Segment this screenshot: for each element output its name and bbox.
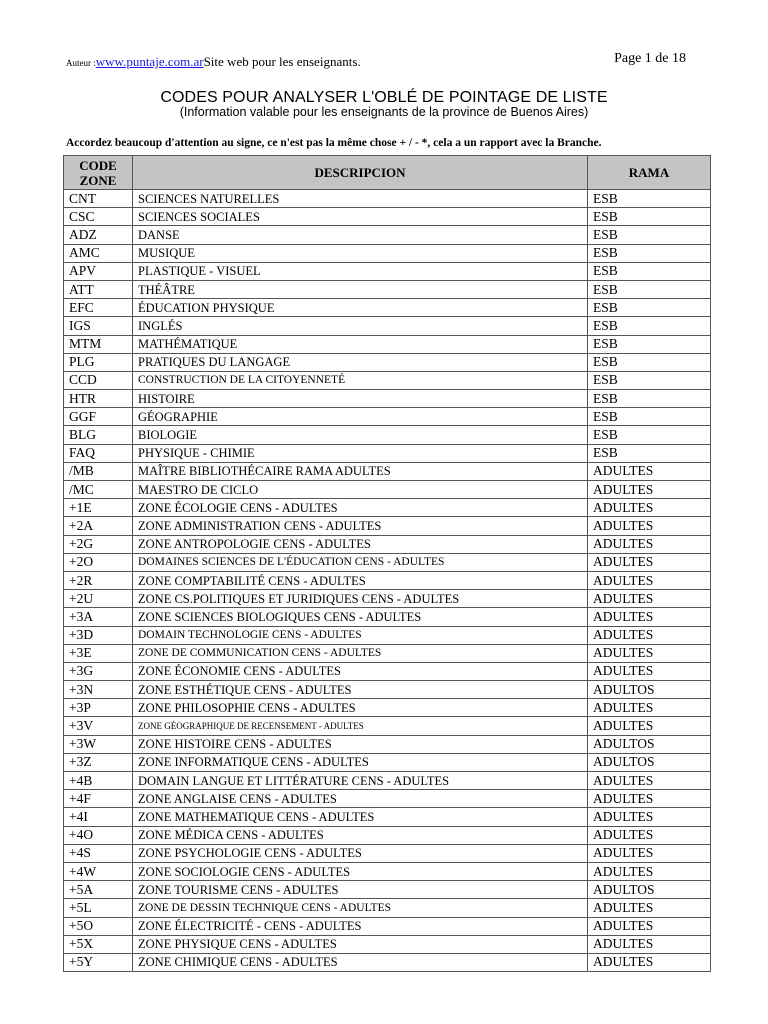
table-row bbox=[64, 280, 711, 298]
codes-table bbox=[63, 155, 711, 972]
cell-rama: ADULTES bbox=[588, 644, 711, 662]
cell-code: +2R bbox=[64, 571, 133, 589]
cell-description: GÉOGRAPHIE bbox=[133, 408, 588, 426]
table-row bbox=[64, 535, 711, 553]
cell-code: EFC bbox=[64, 299, 133, 317]
cell-code: +3N bbox=[64, 681, 133, 699]
cell-description: BIOLOGIE bbox=[133, 426, 588, 444]
table-row bbox=[64, 935, 711, 953]
cell-description: INGLÉS bbox=[133, 317, 588, 335]
cell-rama: ESB bbox=[588, 226, 711, 244]
cell-rama: ESB bbox=[588, 335, 711, 353]
table-row bbox=[64, 844, 711, 862]
cell-code: +3V bbox=[64, 717, 133, 735]
table-row bbox=[64, 881, 711, 899]
cell-code: CCD bbox=[64, 371, 133, 389]
table-row bbox=[64, 772, 711, 790]
cell-rama: ADULTOS bbox=[588, 735, 711, 753]
cell-rama: ADULTES bbox=[588, 608, 711, 626]
cell-description: ZONE CHIMIQUE CENS - ADULTES bbox=[133, 953, 588, 971]
cell-rama: ADULTES bbox=[588, 862, 711, 880]
cell-code: +2G bbox=[64, 535, 133, 553]
document-subtitle: (Information valable pour les enseignants de la province de Buenos Aires) bbox=[179, 105, 589, 119]
cell-code: /MC bbox=[64, 481, 133, 499]
cell-code: PLG bbox=[64, 353, 133, 371]
page-header bbox=[66, 51, 686, 69]
cell-description: ZONE PHYSIQUE CENS - ADULTES bbox=[133, 935, 588, 953]
table-row bbox=[64, 626, 711, 644]
cell-description: CONSTRUCTION DE LA CITOYENNETÉ bbox=[133, 371, 588, 389]
cell-rama: ADULTES bbox=[588, 826, 711, 844]
cell-rama: ADULTES bbox=[588, 517, 711, 535]
table-row bbox=[64, 462, 711, 480]
cell-rama: ESB bbox=[588, 262, 711, 280]
cell-description: DOMAIN TECHNOLOGIE CENS - ADULTES bbox=[133, 626, 588, 644]
cell-rama: ADULTES bbox=[588, 917, 711, 935]
table-row bbox=[64, 953, 711, 971]
header-rama: RAMA bbox=[588, 156, 711, 190]
author-link[interactable]: www.puntaje.com.ar bbox=[95, 54, 204, 69]
cell-description: MAESTRO DE CICLO bbox=[133, 481, 588, 499]
cell-rama: ESB bbox=[588, 353, 711, 371]
cell-code: +3E bbox=[64, 644, 133, 662]
table-row bbox=[64, 644, 711, 662]
cell-code: +1E bbox=[64, 499, 133, 517]
cell-description: MUSIQUE bbox=[133, 244, 588, 262]
table-row bbox=[64, 299, 711, 317]
cell-code: CSC bbox=[64, 208, 133, 226]
cell-description: ZONE ANTROPOLOGIE CENS - ADULTES bbox=[133, 535, 588, 553]
table-row bbox=[64, 190, 711, 208]
table-row bbox=[64, 444, 711, 462]
table-row bbox=[64, 699, 711, 717]
site-description: Site web pour les enseignants. bbox=[203, 54, 361, 69]
cell-rama: ADULTES bbox=[588, 571, 711, 589]
cell-rama: ADULTOS bbox=[588, 753, 711, 771]
cell-description: ZONE HISTOIRE CENS - ADULTES bbox=[133, 735, 588, 753]
cell-description: PHYSIQUE - CHIMIE bbox=[133, 444, 588, 462]
cell-code: +2A bbox=[64, 517, 133, 535]
cell-description: ZONE PHILOSOPHIE CENS - ADULTES bbox=[133, 699, 588, 717]
table-row bbox=[64, 862, 711, 880]
cell-description: ZONE DE DESSIN TECHNIQUE CENS - ADULTES bbox=[133, 899, 588, 917]
cell-rama: ADULTES bbox=[588, 626, 711, 644]
table-row bbox=[64, 899, 711, 917]
cell-code: +3A bbox=[64, 608, 133, 626]
cell-description: DANSE bbox=[133, 226, 588, 244]
cell-code: +3G bbox=[64, 662, 133, 680]
author-line bbox=[66, 54, 361, 70]
cell-code: +5A bbox=[64, 881, 133, 899]
cell-code: +3W bbox=[64, 735, 133, 753]
cell-rama: ADULTES bbox=[588, 699, 711, 717]
cell-description: ZONE ÉCONOMIE CENS - ADULTES bbox=[133, 662, 588, 680]
cell-rama: ADULTES bbox=[588, 953, 711, 971]
cell-description: ZONE SOCIOLOGIE CENS - ADULTES bbox=[133, 862, 588, 880]
cell-rama: ADULTES bbox=[588, 462, 711, 480]
table-body bbox=[64, 190, 711, 972]
cell-code: +5Y bbox=[64, 953, 133, 971]
cell-rama: ADULTES bbox=[588, 844, 711, 862]
cell-rama: ESB bbox=[588, 190, 711, 208]
cell-rama: ADULTES bbox=[588, 499, 711, 517]
header-description: DESCRIPCION bbox=[133, 156, 588, 190]
cell-code: AMC bbox=[64, 244, 133, 262]
table-row bbox=[64, 826, 711, 844]
document-title: CODES POUR ANALYSER L'OBLÉ DE POINTAGE DE LISTE bbox=[160, 89, 608, 106]
table-row bbox=[64, 808, 711, 826]
table-row bbox=[64, 681, 711, 699]
cell-code: IGS bbox=[64, 317, 133, 335]
table-row bbox=[64, 244, 711, 262]
table-row bbox=[64, 608, 711, 626]
table-row bbox=[64, 553, 711, 571]
cell-code: +2U bbox=[64, 590, 133, 608]
cell-code: CNT bbox=[64, 190, 133, 208]
cell-rama: ADULTES bbox=[588, 935, 711, 953]
table-row bbox=[64, 917, 711, 935]
cell-description: SCIENCES SOCIALES bbox=[133, 208, 588, 226]
cell-code: GGF bbox=[64, 408, 133, 426]
cell-code: /MB bbox=[64, 462, 133, 480]
cell-rama: ESB bbox=[588, 299, 711, 317]
table-row bbox=[64, 790, 711, 808]
cell-description: ZONE MATHEMATIQUE CENS - ADULTES bbox=[133, 808, 588, 826]
table-row bbox=[64, 390, 711, 408]
cell-description: ZONE SCIENCES BIOLOGIQUES CENS - ADULTES bbox=[133, 608, 588, 626]
cell-rama: ESB bbox=[588, 280, 711, 298]
cell-description: ZONE ÉLECTRICITÉ - CENS - ADULTES bbox=[133, 917, 588, 935]
cell-code: +2O bbox=[64, 553, 133, 571]
cell-description: THÉÂTRE bbox=[133, 280, 588, 298]
cell-rama: ESB bbox=[588, 390, 711, 408]
cell-code: +4O bbox=[64, 826, 133, 844]
cell-code: +5X bbox=[64, 935, 133, 953]
header-code-zone: CODE ZONE bbox=[64, 156, 133, 190]
author-label: Auteur : bbox=[66, 58, 96, 68]
cell-code: BLG bbox=[64, 426, 133, 444]
cell-rama: ESB bbox=[588, 208, 711, 226]
cell-rama: ADULTES bbox=[588, 553, 711, 571]
cell-description: HISTOIRE bbox=[133, 390, 588, 408]
cell-description: ZONE MÉDICA CENS - ADULTES bbox=[133, 826, 588, 844]
cell-description: ZONE DE COMMUNICATION CENS - ADULTES bbox=[133, 644, 588, 662]
cell-rama: ADULTES bbox=[588, 662, 711, 680]
table-row bbox=[64, 371, 711, 389]
cell-rama: ESB bbox=[588, 244, 711, 262]
cell-code: MTM bbox=[64, 335, 133, 353]
table-row bbox=[64, 226, 711, 244]
cell-code: +4F bbox=[64, 790, 133, 808]
table-row bbox=[64, 590, 711, 608]
cell-description: SCIENCES NATURELLES bbox=[133, 190, 588, 208]
cell-rama: ESB bbox=[588, 426, 711, 444]
cell-rama: ADULTES bbox=[588, 535, 711, 553]
cell-description: ÉDUCATION PHYSIQUE bbox=[133, 299, 588, 317]
cell-rama: ADULTES bbox=[588, 899, 711, 917]
cell-code: +5O bbox=[64, 917, 133, 935]
cell-description: DOMAINES SCIENCES DE L'ÉDUCATION CENS - ADULTES bbox=[133, 553, 588, 571]
cell-code: +3Z bbox=[64, 753, 133, 771]
table-row bbox=[64, 499, 711, 517]
cell-description: ZONE ADMINISTRATION CENS - ADULTES bbox=[133, 517, 588, 535]
cell-description: ZONE PSYCHOLOGIE CENS - ADULTES bbox=[133, 844, 588, 862]
table-row bbox=[64, 317, 711, 335]
cell-description: DOMAIN LANGUE ET LITTÉRATURE CENS - ADULTES bbox=[133, 772, 588, 790]
cell-code: APV bbox=[64, 262, 133, 280]
page-number: Page 1 de 18 bbox=[614, 51, 686, 66]
cell-code: FAQ bbox=[64, 444, 133, 462]
cell-description: ZONE GÉOGRAPHIQUE DE RECENSEMENT - ADULTES bbox=[133, 717, 588, 735]
warning-note: Accordez beaucoup d'attention au signe, ce n'est pas la même chose + / - *, cela a un rapport avec la Branche. bbox=[66, 137, 602, 149]
cell-code: +3D bbox=[64, 626, 133, 644]
cell-description: ZONE ÉCOLOGIE CENS - ADULTES bbox=[133, 499, 588, 517]
table-row bbox=[64, 426, 711, 444]
table-row bbox=[64, 481, 711, 499]
cell-code: +4B bbox=[64, 772, 133, 790]
cell-rama: ADULTOS bbox=[588, 881, 711, 899]
cell-code: ATT bbox=[64, 280, 133, 298]
table-row bbox=[64, 408, 711, 426]
cell-description: MATHÉMATIQUE bbox=[133, 335, 588, 353]
cell-description: ZONE TOURISME CENS - ADULTES bbox=[133, 881, 588, 899]
cell-description: MAÎTRE BIBLIOTHÉCAIRE RAMA ADULTES bbox=[133, 462, 588, 480]
cell-rama: ESB bbox=[588, 371, 711, 389]
cell-description: PRATIQUES DU LANGAGE bbox=[133, 353, 588, 371]
cell-code: ADZ bbox=[64, 226, 133, 244]
cell-description: ZONE INFORMATIQUE CENS - ADULTES bbox=[133, 753, 588, 771]
table-row bbox=[64, 735, 711, 753]
cell-rama: ADULTES bbox=[588, 772, 711, 790]
table-row bbox=[64, 208, 711, 226]
cell-description: ZONE COMPTABILITÉ CENS - ADULTES bbox=[133, 571, 588, 589]
table-row bbox=[64, 353, 711, 371]
table-header-row bbox=[64, 156, 711, 190]
cell-rama: ADULTES bbox=[588, 790, 711, 808]
cell-code: +3P bbox=[64, 699, 133, 717]
table-row bbox=[64, 753, 711, 771]
cell-rama: ESB bbox=[588, 317, 711, 335]
cell-rama: ADULTES bbox=[588, 590, 711, 608]
cell-rama: ADULTES bbox=[588, 481, 711, 499]
cell-description: PLASTIQUE - VISUEL bbox=[133, 262, 588, 280]
cell-rama: ADULTES bbox=[588, 717, 711, 735]
cell-description: ZONE ESTHÉTIQUE CENS - ADULTES bbox=[133, 681, 588, 699]
cell-code: +5L bbox=[64, 899, 133, 917]
table-row bbox=[64, 517, 711, 535]
table-row bbox=[64, 571, 711, 589]
table-row bbox=[64, 335, 711, 353]
table-row bbox=[64, 262, 711, 280]
cell-rama: ADULTOS bbox=[588, 681, 711, 699]
table-row bbox=[64, 662, 711, 680]
table-row bbox=[64, 717, 711, 735]
cell-code: HTR bbox=[64, 390, 133, 408]
cell-rama: ESB bbox=[588, 444, 711, 462]
cell-description: ZONE CS.POLITIQUES ET JURIDIQUES CENS - ADULTES bbox=[133, 590, 588, 608]
cell-rama: ESB bbox=[588, 408, 711, 426]
cell-code: +4W bbox=[64, 862, 133, 880]
cell-code: +4S bbox=[64, 844, 133, 862]
cell-description: ZONE ANGLAISE CENS - ADULTES bbox=[133, 790, 588, 808]
cell-code: +4I bbox=[64, 808, 133, 826]
cell-rama: ADULTES bbox=[588, 808, 711, 826]
